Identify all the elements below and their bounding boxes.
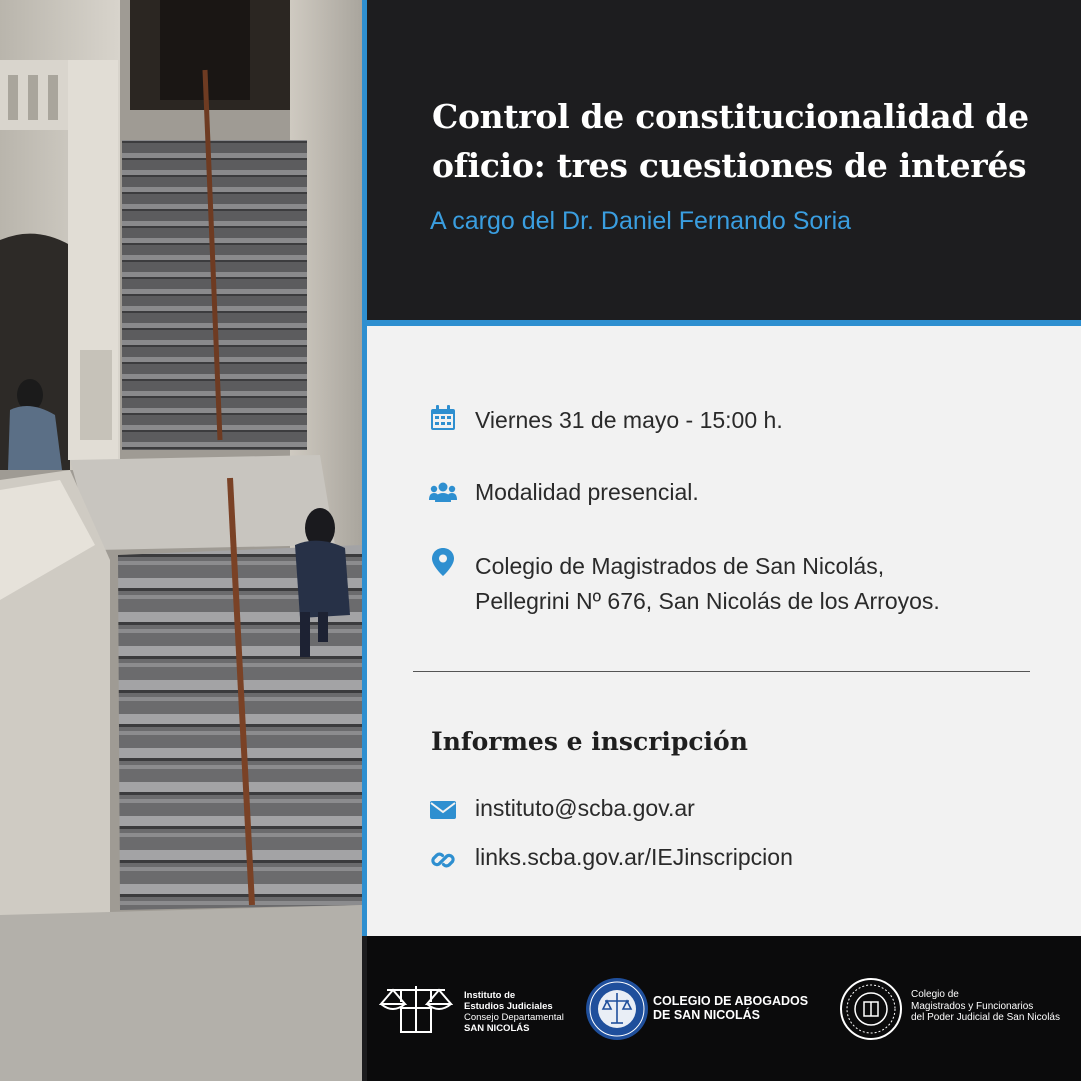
event-location-line1: Colegio de Magistrados de San Nicolás, [475, 553, 885, 579]
colegio-abogados-seal [585, 977, 649, 1045]
map-pin-icon [429, 548, 457, 576]
iej-line2: Estudios Judiciales [464, 1001, 553, 1012]
envelope-icon [429, 796, 457, 824]
contact-link[interactable]: links.scba.gov.ar/IEJinscripcion [475, 844, 793, 870]
iej-line3: Consejo Departamental [464, 1012, 564, 1023]
event-title-line2: oficio: tres cuestiones de interés [432, 146, 1027, 185]
people-icon [429, 478, 457, 506]
calendar-icon [429, 404, 457, 432]
link-icon [429, 846, 457, 874]
colegio-magistrados-seal [839, 977, 903, 1045]
colegio-magistrados-line2: Magistrados y Funcionarios [911, 1000, 1034, 1012]
colegio-abogados-line1: COLEGIO DE ABOGADOS [653, 994, 809, 1008]
info-panel [367, 326, 1081, 936]
colegio-magistrados-line3: del Poder Judicial de San Nicolás [911, 1012, 1060, 1023]
event-title [432, 92, 1072, 190]
colegio-magistrados-text [911, 989, 1060, 1024]
iej-line1: Instituto de [464, 990, 516, 1001]
header [367, 0, 1081, 320]
colegio-magistrados-line1: Colegio de [911, 989, 959, 1000]
staircase-photo [0, 0, 362, 1081]
section-divider [413, 671, 1030, 672]
event-modality: Modalidad presencial. [475, 479, 699, 505]
scales-of-justice-icon [379, 982, 453, 1034]
footer [367, 936, 1081, 1081]
contact-email[interactable]: instituto@scba.gov.ar [475, 795, 695, 821]
event-title-line1: Control de constitucionalidad de [432, 97, 1029, 136]
speaker-subtitle: A cargo del Dr. Daniel Fernando Soria [430, 207, 852, 235]
iej-line4: SAN NICOLÁS [464, 1023, 530, 1034]
contact-heading: Informes e inscripción [431, 727, 748, 756]
colegio-abogados-text [653, 994, 808, 1022]
iej-text [464, 990, 564, 1034]
event-date: Viernes 31 de mayo - 15:00 h. [475, 407, 783, 433]
colegio-abogados-line2: DE SAN NICOLÁS [653, 1008, 760, 1022]
iej-logo [379, 982, 453, 1038]
event-location-line2: Pellegrini Nº 676, San Nicolás de los Arroyos. [475, 588, 940, 614]
